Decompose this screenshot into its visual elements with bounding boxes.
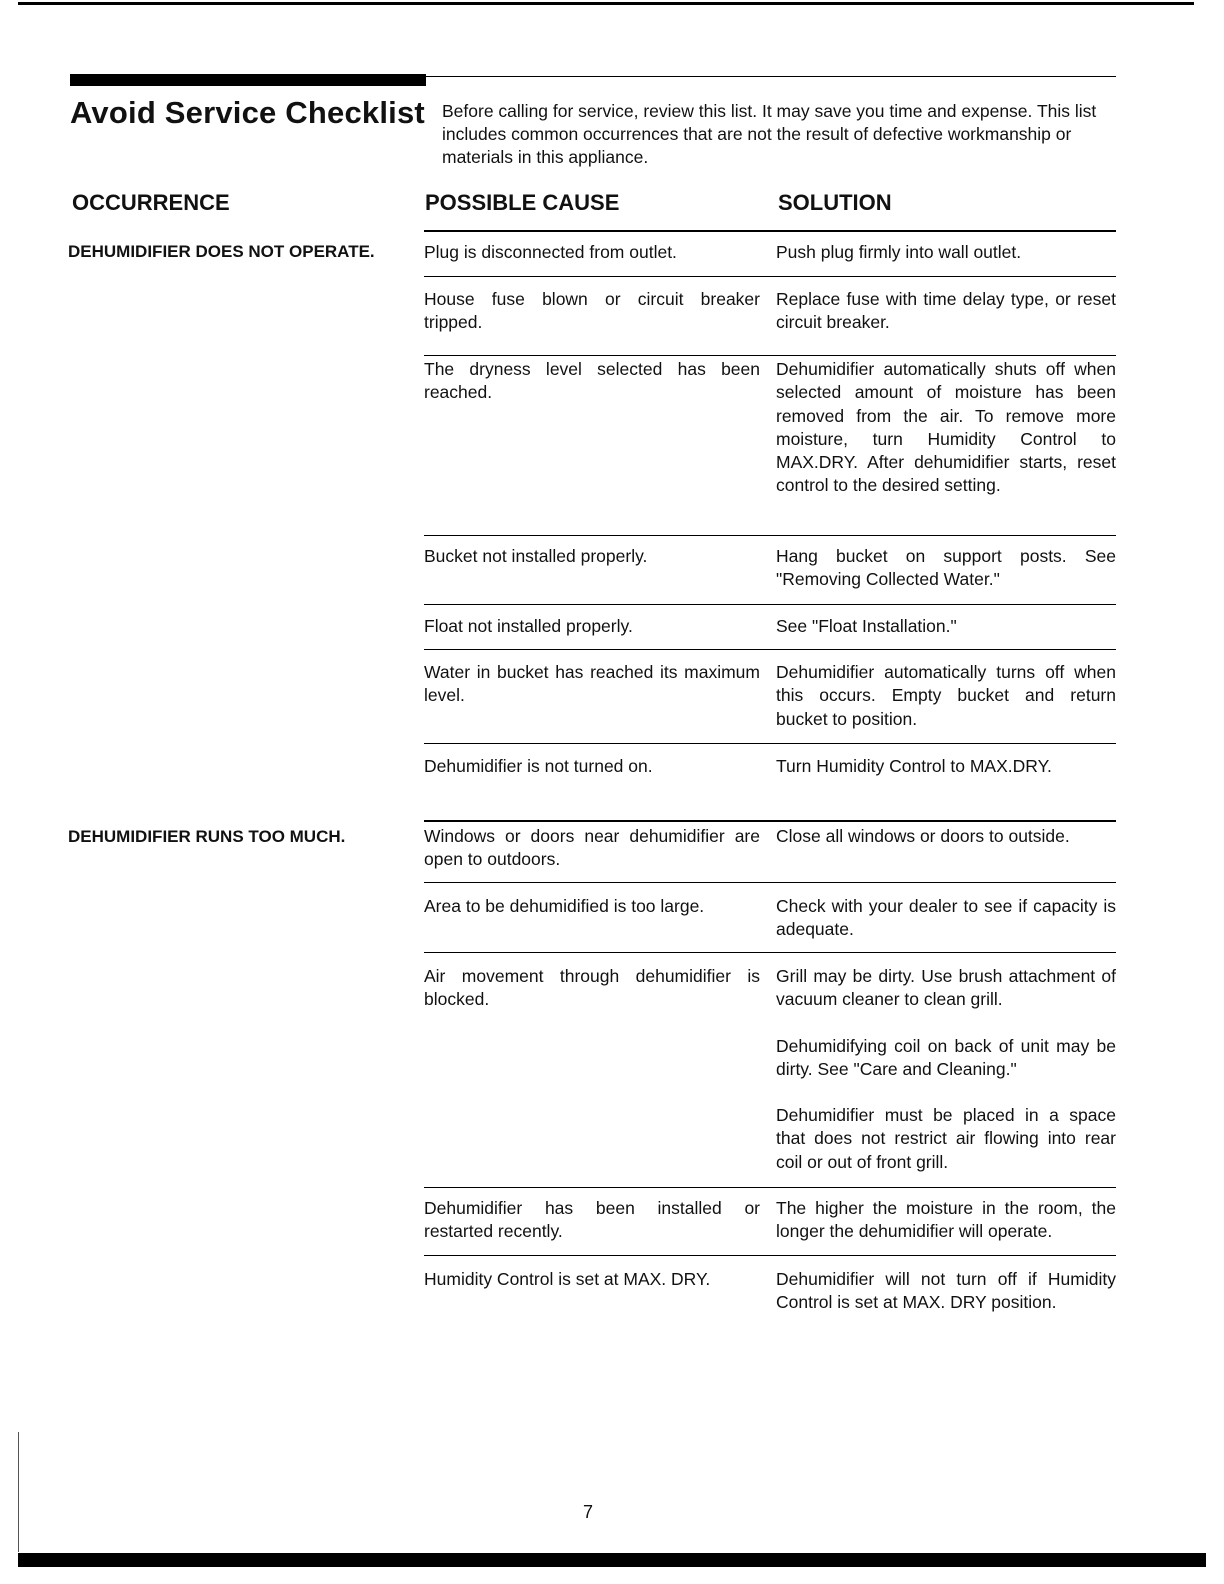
- cause-cell: The dryness level selected has been reached.: [424, 359, 760, 403]
- column-header-cause: POSSIBLE CAUSE: [425, 190, 620, 215]
- solution-cell: Turn Humidity Control to MAX.DRY.: [776, 756, 1052, 776]
- intro-paragraph: Before calling for service, review this list. It may save you time and expense. This list includes common occurrences that are not the result of defective workmanship or materials in this appliance.: [442, 101, 1097, 167]
- top-rule: [18, 2, 1194, 5]
- cause-cell: Air movement through dehumidifier is blocked.: [424, 966, 760, 1010]
- title-rule: [426, 76, 1116, 77]
- row-divider: [424, 952, 1116, 953]
- row-divider: [424, 276, 1116, 277]
- column-header-occurrence: OCCURRENCE: [72, 190, 230, 215]
- row-divider: [424, 1255, 1116, 1256]
- row-divider: [424, 1187, 1116, 1188]
- solution-cell: See "Float Installation.": [776, 616, 957, 636]
- section-divider: [424, 820, 1116, 822]
- cause-cell: Float not installed properly.: [424, 616, 633, 636]
- title-bar: [70, 74, 426, 86]
- row-divider: [424, 882, 1116, 883]
- solution-cell: Dehumidifier automatically turns off when this occurs. Empty bucket and return bucket to position.: [776, 662, 1116, 729]
- margin-line: [18, 1432, 19, 1552]
- cause-cell: Area to be dehumidified is too large.: [424, 896, 705, 916]
- cause-cell: Dehumidifier is not turned on.: [424, 756, 653, 776]
- cause-cell: Windows or doors near dehumidifier are open to outdoors.: [424, 826, 760, 870]
- solution-cell: Close all windows or doors to outside.: [776, 826, 1070, 846]
- solution-cell: Dehumidifier must be placed in a space that does not restrict air flowing into rear coil or out of front grill.: [776, 1105, 1116, 1172]
- row-divider: [424, 535, 1116, 536]
- cause-cell: Plug is disconnected from outlet.: [424, 242, 677, 262]
- bottom-rule: [18, 1553, 1206, 1567]
- solution-cell: Dehumidifier will not turn off if Humidity Control is set at MAX. DRY position.: [776, 1269, 1116, 1313]
- row-divider: [424, 604, 1116, 605]
- solution-cell: The higher the moisture in the room, the longer the dehumidifier will operate.: [776, 1198, 1116, 1242]
- row-divider: [424, 743, 1116, 744]
- cause-cell: Humidity Control is set at MAX. DRY.: [424, 1269, 711, 1289]
- cause-cell: Dehumidifier has been installed or restarted recently.: [424, 1198, 760, 1242]
- solution-cell: Dehumidifier automatically shuts off when selected amount of moisture has been removed from the air. To remove more moisture, turn Humidity Control to MAX.DRY. After dehumidifier starts, reset control to the desired setting.: [776, 359, 1116, 496]
- row-divider: [424, 355, 1116, 356]
- cause-cell: Bucket not installed properly.: [424, 546, 648, 566]
- page-number: 7: [582, 1502, 593, 1522]
- solution-cell: Grill may be dirty. Use brush attachment of vacuum cleaner to clean grill.: [776, 966, 1116, 1010]
- solution-cell: Dehumidifying coil on back of unit may be dirty. See "Care and Cleaning.": [776, 1036, 1116, 1080]
- cause-cell: Water in bucket has reached its maximum level.: [424, 662, 760, 706]
- row-divider: [424, 649, 1116, 650]
- solution-cell: Hang bucket on support posts. See "Removing Collected Water.": [776, 546, 1116, 590]
- column-header-solution: SOLUTION: [778, 190, 892, 215]
- header-divider: [424, 230, 1116, 232]
- solution-cell: Push plug firmly into wall outlet.: [776, 242, 1022, 262]
- occurrence-label: DEHUMIDIFIER RUNS TOO MUCH.: [68, 827, 346, 846]
- cause-cell: House fuse blown or circuit breaker tripped.: [424, 289, 760, 333]
- occurrence-label: DEHUMIDIFIER DOES NOT OPERATE.: [68, 242, 375, 261]
- solution-cell: Check with your dealer to see if capacity is adequate.: [776, 896, 1116, 940]
- solution-cell: Replace fuse with time delay type, or reset circuit breaker.: [776, 289, 1116, 333]
- page-title: Avoid Service Checklist: [70, 95, 425, 130]
